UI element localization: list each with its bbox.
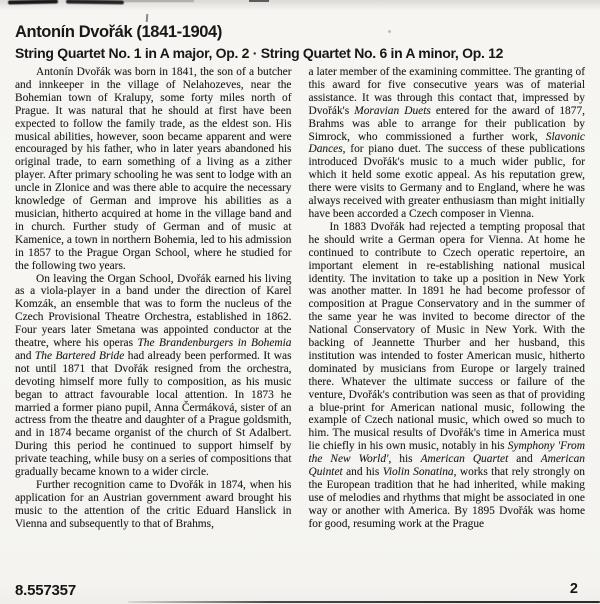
text-run: Further recognition came to Dvořák in 1874, when his application for an Austrian government award brought his music to the attention of the critic Eduard Hanslick in Vienna and subsequently to that of Brahms, <box>15 479 292 530</box>
text-run: , his <box>388 453 421 466</box>
italic-work-title: Moravian Duets <box>354 104 431 117</box>
text-run: , for piano duet. The success of these publications introduced Dvořák's music to a much wider public, for which it held some exotic appeal. As his reputation grew, there were visits to Germany and to England, where he was always received with greater enthusiasm than might initially have been accorded a Czech composer in Vienna. <box>308 143 585 220</box>
italic-work-title: American Quartet <box>420 453 509 466</box>
italic-work-title: Slavonic Dances <box>308 130 585 156</box>
paragraph <box>15 273 292 480</box>
left-text-column <box>15 66 292 572</box>
text-run: , works that rely strongly on the European tradition that he had inherited, while making use of melodies and rhythms that might be associated in one way or another with America. By 1895 Dvořák was home for good, resuming work at the Prague <box>308 466 585 530</box>
text-run: and <box>508 453 541 466</box>
text-run: In 1883 Dvořák had rejected a tempting proposal that he should write a German opera for Vienna. At home he continued to contribute to Czech operatic repertoire, an important element in re-establishing national musical identity. The invitation to take up a position in New York was another matter. In 1891 he had become professor of composition at Prague Conservatory and in the summer of the same year he was invited to become director of the National Conservatory of Music in New York. With the backing of Jeannette Thurber and her husband, this institution was intended to foster American music, hitherto dominated by musicians from Europe or largely trained there. Whatever the ultimate success or failure of the venture, Dvořák's contribution was seen as that of providing a blue-print for American national music, following the example of Czech national music, which owed so much to him. The musical results of Dvořák's time in America must lie chiefly in his own music, notably in his <box>308 220 585 453</box>
text-run: had already been performed. It was not until 1871 that Dvořák resigned from the orchestra, devoting himself more fully to composition, as his music began to attract favourable local attention. In 1873 he married a former piano pupil, Anna Čermáková, sister of an actress from the theatre and daughter of a Prague goldsmith, and in 1874 became organist of the church of St Adalbert. During this period he continued to support himself by private teaching, while busy on a series of compositions that gradually became known to a wider circle. <box>15 349 292 479</box>
catalog-number: 8.557357 <box>15 582 76 599</box>
text-run: and <box>15 349 35 362</box>
scan-edge-shade <box>0 0 600 10</box>
paragraph <box>309 221 586 531</box>
text-run: entered for the award of 1877, Brahms was able to arrange for their publication by Simrock, who commissioned a further work, <box>308 104 585 143</box>
work-subtitle: String Quartet No. 1 in A major, Op. 2 · String Quartet No. 6 in A minor, Op. 12 <box>15 45 504 61</box>
text-run: Antonín Dvořák was born in 1841, the son of a butcher and innkeeper in the village of Nelahozeves, near the Bohemian town of Kralupy, some forty miles north of Prague. It was natural that he should at first have been expected to follow the family trade, as the eldest son. His musical abilities, however, soon became apparent and were encouraged by his father, who in later years abandoned his original trade, to earn something of a living as a zither player. After primary schooling he was sent to lodge with an uncle in Zlonice and was there able to acquire the necessary knowledge of German and improve his abilities as a musician, hitherto acquired at home in the village band and in church. Further study of German and of music at Kamenice, a town in northern Bohemia, led to his admission in 1857 to the Prague Organ School, where he studied for the following two years. <box>15 66 292 272</box>
composer-title: Antonín Dvořák (1841-1904) <box>15 23 222 41</box>
italic-work-title: Symphony 'From the New World' <box>308 440 585 466</box>
right-text-column <box>309 66 586 572</box>
text-run: a later member of the examining committee. The granting of this award for five consecutive years was of material assistance. It was through this contact that, impressed by Dvořák's <box>308 66 585 117</box>
scan-artifact <box>146 14 149 22</box>
scan-edge-line <box>128 601 600 604</box>
paragraph <box>309 66 586 221</box>
text-run: On leaving the Organ School, Dvořák earned his living as a viola-player in a band under the direction of Karel Komzák, an ensemble that was to form the nucleus of the Czech Provisional Theatre Orchestra, established in 1862. Four years later Smetana was appointed conductor at the theatre, where his operas <box>15 272 292 350</box>
liner-notes <box>15 66 585 572</box>
italic-work-title: Violin Sonatina <box>382 466 454 479</box>
page-header <box>15 23 588 61</box>
italic-work-title: American Quintet <box>308 453 585 479</box>
paragraph <box>15 479 292 531</box>
paragraph <box>15 66 292 273</box>
italic-work-title: The Bartered Bride <box>34 349 125 362</box>
text-run: and his <box>342 466 383 479</box>
page-number: 2 <box>569 581 578 597</box>
italic-work-title: The Brandenburgers in Bohemia <box>137 337 292 350</box>
